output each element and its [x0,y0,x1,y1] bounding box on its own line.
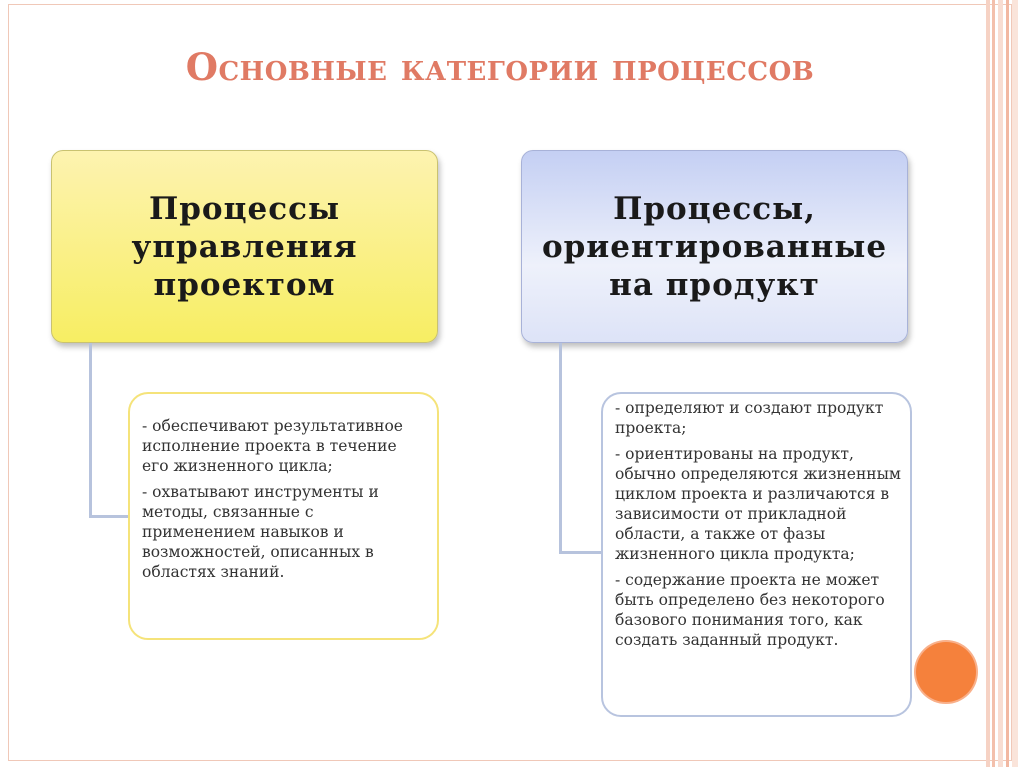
description-panel-left [128,392,439,640]
list-item: - ориентированы на продукт, обычно определяются жизненным циклом проекта и различаются в зависимости от прикладной области, а также от фазы жизненного цикла продукта; [615,445,901,563]
connector-right-vertical [559,343,562,554]
heading-line: проектом [153,266,336,303]
heading-line: Процессы, [613,190,816,227]
heading-line: на продукт [609,266,820,303]
list-item: - охватывают инструменты и методы, связанные с применением навыков и возможностей, описанных в областях знаний. [142,483,379,581]
category-box-project-management [51,150,438,343]
list-item: - обеспечивают результативное исполнение проекта в течение его жизненного цикла; [142,417,403,475]
category-box-product-oriented [521,150,908,343]
connector-right-horizontal [559,551,602,554]
slide-title: Основные категории процессов [185,45,815,89]
heading-line: Процессы [148,190,341,227]
list-item: - определяют и создают продукт проекта; [615,399,884,437]
description-panel-right [601,392,912,717]
heading-line: управления [131,228,358,265]
list-item: - содержание проекта не может быть определено без некоторого базового понимания того, как создать заданный продукт. [615,571,885,649]
decorative-stripes [986,0,1024,767]
heading-line: ориентированные [541,228,888,265]
decorative-circle [916,642,976,702]
connector-left-vertical [89,343,92,518]
connector-left-horizontal [89,515,129,518]
